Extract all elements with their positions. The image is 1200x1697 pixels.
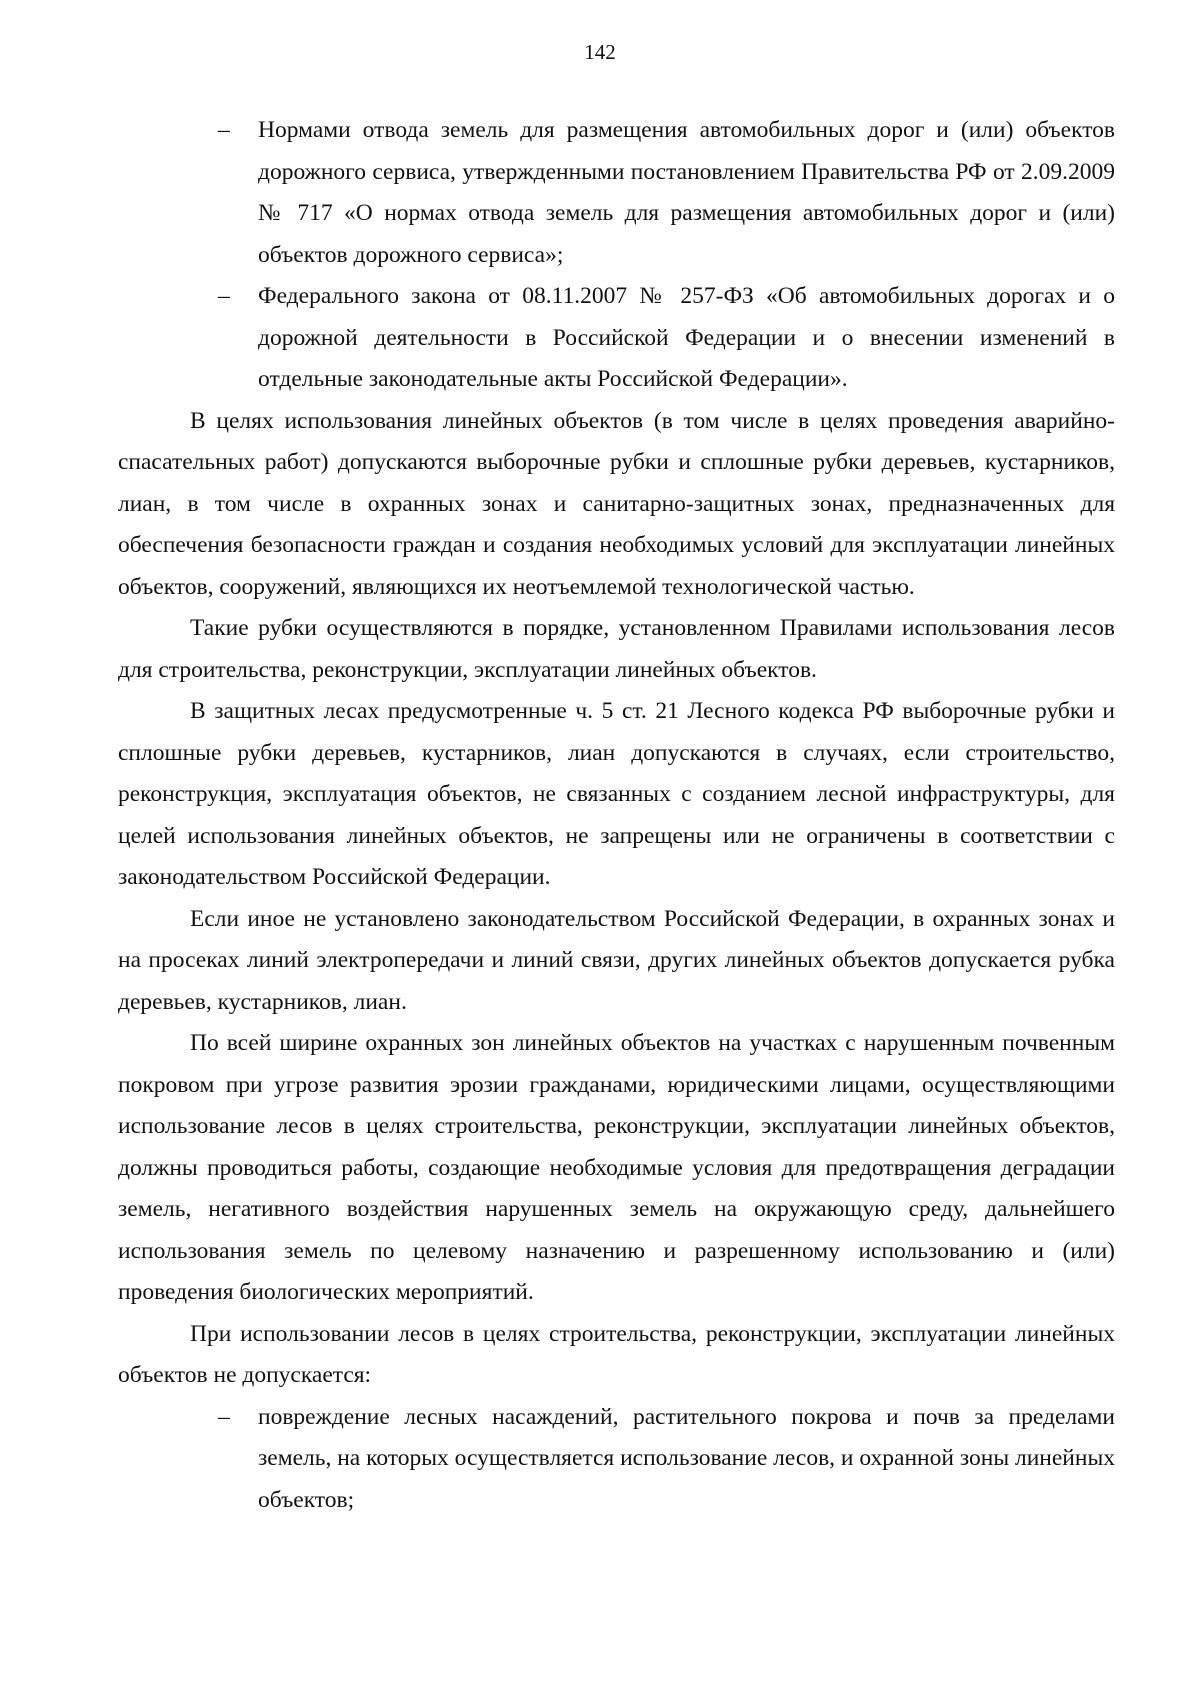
document-body	[118, 110, 1115, 1521]
paragraph-erosion-works: По всей ширине охранных зон линейных объектов на участках с нарушенным почвенным покровом при угрозе развития эрозии гражданами, юридическими лицами, осуществляющими использование лесов в целях строительства, реконструкции, эксплуатации линейных объектов, должны проводиться работы, создающие необходимые условия для предотвращения деградации земель, негативного воздействия нарушенных земель на окружающую среду, дальнейшего использования земель по целевому назначению и разрешенному использованию и (или) проведения биологических мероприятий.	[118, 1030, 1115, 1305]
bullet-text: Нормами отвода земель для размещения автомобильных дорог и (или) объектов дорожного сервиса, утвержденными постановлением Правительства РФ от 2.09.2009 № 717 «О нормах отвода земель для размещения автомобильных дорог и (или) объектов дорожного сервиса»;	[258, 117, 1115, 268]
dash-bullet: –	[218, 1403, 230, 1430]
paragraph-linear-objects-cutting: В целях использования линейных объектов (в том числе в целях проведения аварийно-спасательных работ) допускаются выборочные рубки и сплошные рубки деревьев, кустарников, лиан, в том числе в охранных зонах и санитарно-защитных зонах, предназначенных для обеспечения безопасности граждан и создания необходимых условий для эксплуатации линейных объектов, сооружений, являющихся их неотъемлемой технологической частью.	[118, 407, 1115, 600]
bullet-text: повреждение лесных насаждений, растительного покрова и почв за пределами земель, на которых осуществляется использование лесов, и охранной зоны линейных объектов;	[258, 1403, 1115, 1513]
paragraph-cutting-procedure: Такие рубки осуществляются в порядке, установленном Правилами использования лесов для строительства, реконструкции, эксплуатации линейных объектов.	[118, 615, 1115, 683]
dash-bullet: –	[218, 283, 230, 309]
paragraph-protected-zones: Если иное не установлено законодательством Российской Федерации, в охранных зонах и на просеках линий электропередачи и линий связи, других линейных объектов допускается рубка деревьев, кустарников, лиан.	[118, 905, 1115, 1015]
dash-bullet: –	[218, 117, 230, 143]
paragraph-not-allowed: При использовании лесов в целях строительства, реконструкции, эксплуатации линейных объектов не допускается:	[118, 1320, 1115, 1388]
bullet-item-norms	[218, 110, 1115, 276]
bullet-item-federal-law	[218, 276, 1115, 401]
page-number: 142	[584, 40, 616, 64]
bullet-item-damage	[218, 1397, 1115, 1522]
bullet-text: Федерального закона от 08.11.2007 № 257-ФЗ «Об автомобильных дорогах и о дорожной деятельности в Российской Федерации и о внесении изменений в отдельные законодательные акты Российской Федерации».	[258, 283, 1115, 392]
paragraph-protective-forests: В защитных лесах предусмотренные ч. 5 ст. 21 Лесного кодекса РФ выборочные рубки и сплошные рубки деревьев, кустарников, лиан допускаются в случаях, если строительство, реконструкция, эксплуатация объектов, не связанных с созданием лесной инфраструктуры, для целей использования линейных объектов, не запрещены или не ограничены в соответствии с законодательством Российской Федерации.	[118, 698, 1115, 890]
